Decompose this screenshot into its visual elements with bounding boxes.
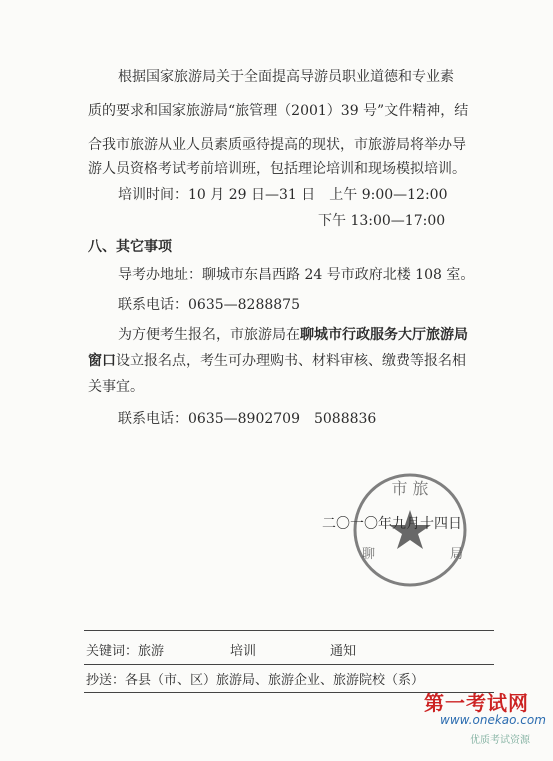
svg-text:局: 局 xyxy=(450,547,464,562)
office-address: 导考办地址：聊城市东昌西路 24 号市政府北楼 108 室。 xyxy=(118,267,475,283)
svg-text:市 旅: 市 旅 xyxy=(391,479,429,498)
keyword-1: 旅游 xyxy=(138,644,165,659)
para2-line-1 xyxy=(118,326,468,344)
keywords-label: 关键词： xyxy=(86,644,139,659)
para1-line-3: 合我市旅游从业人员素质亟待提高的现状，市旅游局将举办导 xyxy=(88,137,466,153)
phone-1: 联系电话：0635—8288875 xyxy=(118,297,300,313)
para1-line-1: 根据国家旅游局关于全面提高导游员职业道德和专业素 xyxy=(118,69,454,85)
watermark-title: 第一考试网 xyxy=(424,691,529,715)
para1-line-4: 游人员资格考试考前培训班，包括理论培训和现场模拟培训。 xyxy=(88,161,466,177)
keyword-2: 培训 xyxy=(230,644,257,659)
watermark-sub: 优质考试资源 xyxy=(470,735,530,746)
watermark-url: www.onekao.com xyxy=(440,713,546,727)
para1-line-2: 质的要求和国家旅游局“旅管理（2001）39 号”文件精神，结 xyxy=(88,103,469,119)
training-time-pm: 下午 13:00—17:00 xyxy=(318,213,446,229)
footer-divider-top xyxy=(84,630,494,631)
date: 二〇一〇年九月十四日 xyxy=(322,516,462,532)
para2-line-2 xyxy=(88,352,466,370)
phone-2: 联系电话：0635—8902709 5088836 xyxy=(118,411,377,427)
para2-highlight-2: 窗口 xyxy=(88,353,116,369)
section-heading: 八、其它事项 xyxy=(88,239,172,255)
svg-text:聊: 聊 xyxy=(362,547,376,562)
footer-divider-mid xyxy=(84,664,494,665)
para2-text-2: 设立报名点，考生可办理购书、材料审核、缴费等报名相 xyxy=(116,353,466,369)
para2-line-3: 关事宜。 xyxy=(88,379,144,395)
training-time: 培训时间：10 月 29 日—31 日 上午 9:00—12:00 xyxy=(118,187,448,203)
para2-highlight: 聊城市行政服务大厅旅游局 xyxy=(300,327,468,343)
keyword-3: 通知 xyxy=(330,644,357,659)
cc-line: 抄送：各县（市、区）旅游局、旅游企业、旅游院校（系） xyxy=(86,673,425,688)
para2-text: 为方便考生报名，市旅游局在 xyxy=(118,327,300,343)
keywords-row xyxy=(86,643,164,661)
